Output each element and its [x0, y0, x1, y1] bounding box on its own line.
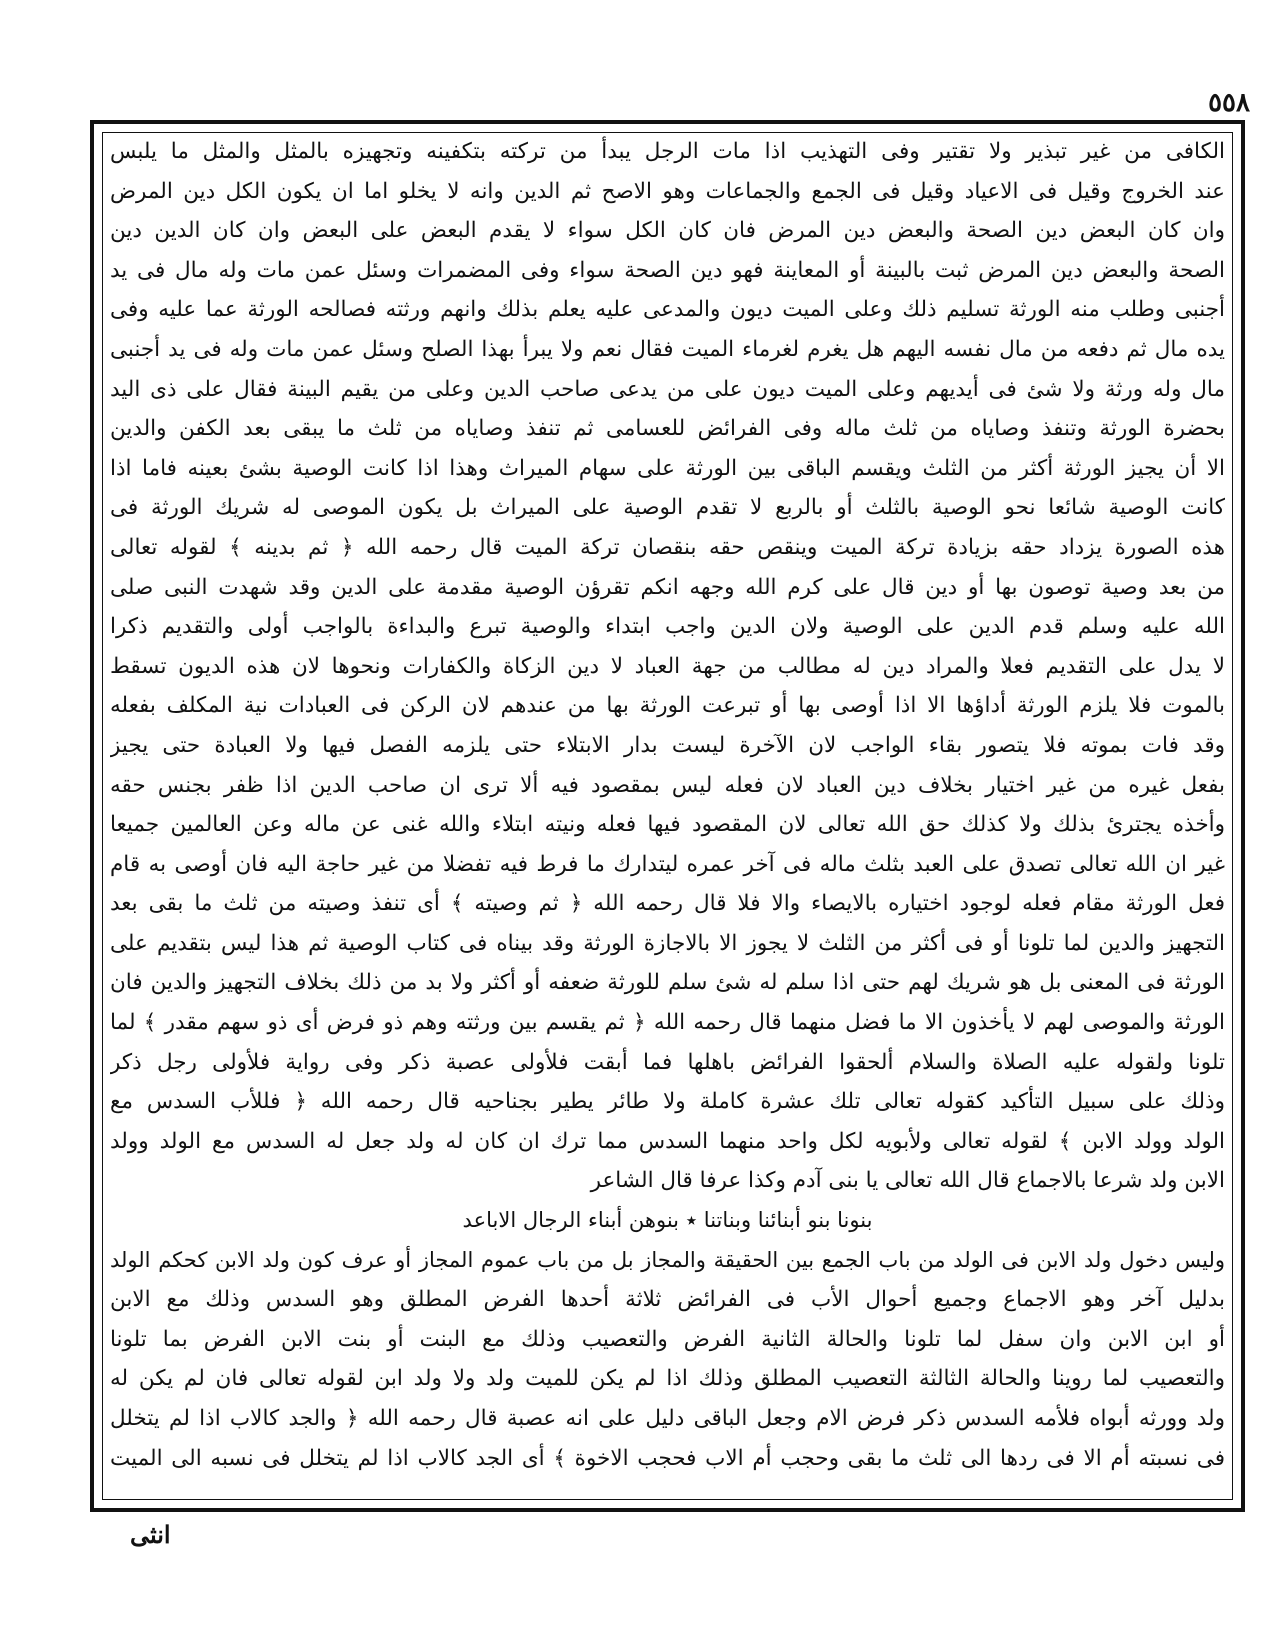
text-line: وان كان البعض دين الصحة والبعض دين المرض فان كان الكل سواء لا يقدم البعض على البعض وان كان الدين دين	[110, 218, 1225, 244]
text-line: وذلك على سبيل التأكيد كقوله تعالى تلك عشرة كاملة ولا طائر يطير بجناحيه قال رحمه الله ﴿ فللأب السدس مع	[110, 1089, 1225, 1115]
text-line: ولد وورثه أبواه فلأمه السدس ذكر فرض الام وجعل الباقى دليل على انه عصبة قال رحمه الله ﴿ والجد كالاب اذا لم يتخلل	[110, 1406, 1225, 1431]
text-line: بالموت فلا يلزم الورثة أداؤها الا اذا أوصى بها أو تبرعت الورثة بها من عندهم لان الركن فى العبادات نية المكلف بفعله	[110, 693, 1225, 719]
text-line: بدليل آخر وهو الاجماع وجميع أحوال الأب فى الفرائض ثلاثة أحدها الفرض المطلق وهو السدس وذلك مع الابن	[110, 1287, 1225, 1313]
catchword: انثى	[130, 1520, 171, 1549]
text-line: من بعد وصية توصون بها أو دين قال على كرم الله وجهه انكم تقرؤن الوصية مقدمة على الدين وقد شهدت النبى صلى	[110, 574, 1225, 600]
text-line: فى نسبته أم الا فى ردها الى ثلث ما بقى وحجب أم الاب فحجب الاخوة ﴾ أى الجد كالاب اذا لم يتخلل فى نسبه الى الميت	[110, 1445, 1225, 1471]
text-line: بفعل غيره من غير اختيار بخلاف دين العباد لان فعله ليس بمقصود فيه ألا ترى ان صاحب الدين اذا ظفر بجنس حقه	[110, 772, 1225, 798]
poetry-verse: بنونا بنو أبنائنا وبناتنا ٭ بنوهن أبناء الرجال الاباعد	[462, 1208, 873, 1233]
page-number: ٥٥٨	[1208, 88, 1250, 118]
text-line: هذه الصورة يزداد حقه بزيادة تركة الميت وينقص حقه بنقصان تركة الميت قال رحمه الله ﴿ ثم بدينه ﴾ لقوله تعالى	[110, 534, 1225, 560]
text-line: تلونا ولقوله عليه الصلاة والسلام ألحقوا الفرائض باهلها فما أبقت فلأولى عصبة ذكر وفى رواية فلأولى رجل ذكر	[110, 1049, 1225, 1075]
text-line: كانت الوصية شائعا نحو الوصية بالثلث أو بالربع لا تقدم الوصية على الميراث بل يكون الموصى له شريك الورثة فى	[110, 495, 1225, 521]
text-line: أجنبى وطلب منه الورثة تسليم ذلك وعلى الميت ديون والمدعى عليه يعلم بذلك وانهم ورثته فصالحه الورثة عما عليه وفى	[110, 297, 1225, 323]
text-line: الولد وولد الابن ﴾ لقوله تعالى ولأبويه لكل واحد منهما السدس مما ترك ان كان له ولد جعل له السدس مع الولد وولد	[110, 1128, 1225, 1154]
text-line: وليس دخول ولد الابن فى الولد من باب الجمع بين الحقيقة والمجاز بل من باب عموم المجاز أو عرف كون ولد الابن كحكم الولد	[110, 1247, 1225, 1272]
text-line: الكافى من غير تبذير ولا تقتير وفى التهذيب اذا مات الرجل يبدأ من تركته بتكفينه وتجهيزه بالمثل والمثل ما يلبس	[110, 139, 1225, 164]
text-line: الله عليه وسلم قدم الدين على الوصية ولان الدين واجب ابتداء والوصية تبرع والبداءة بالواجب أولى والتقديم ذكرا	[110, 614, 1225, 640]
text-line: مال وله ورثة ولا شئ فى أيديهم وعلى الميت ديون على من يدعى صاحب الدين وعلى من يقيم البينة فقال على ذى اليد	[110, 376, 1225, 402]
text-line: الورثة فى المعنى بل هو شريك لهم حتى اذا سلم له شئ سلم للورثة ضعفه أو أكثر ولا بد من ذلك بخلاف التجهيز والدين فان	[110, 970, 1225, 996]
text-line: وقد فات بموته فلا يتصور بقاء الواجب لان الآخرة ليست بدار الابتلاء حتى يلزمه الفصل فيها ولا العبادة حتى يجيز	[110, 732, 1225, 758]
text-line: عند الخروج وقيل فى الاعياد وقيل فى الجمع والجماعات وهو الاصح ثم الدين وانه لا يخلو اما ان يكون الكل دين المرض	[110, 178, 1225, 204]
text-line: فعل الورثة مقام فعله لوجود اختياره بالايصاء والا فلا قال رحمه الله ﴿ ثم وصيته ﴾ أى تنفذ وصيته من ثلث ما بقى بعد	[110, 891, 1225, 917]
text-line: أو ابن الابن وان سفل لما تلونا والحالة الثانية الفرض والتعصيب وذلك مع البنت أو بنت الابن الفرض بما تلونا	[110, 1326, 1225, 1352]
text-line: والتعصيب لما روينا والحالة الثالثة التعصيب المطلق وذلك اذا لم يكن للميت ولد ولا ولد ابن لقوله تعالى فان لم يكن له	[110, 1366, 1225, 1392]
text-line: يده مال ثم دفعه من مال نفسه اليهم هل يغرم لغرماء الميت فقال نعم ولا يبرأ بهذا الصلح وسئل عمن مات وله فى يد أجنبى	[110, 336, 1225, 362]
text-line: وأخذه يجترئ بذلك ولا كذلك حق الله تعالى لان المقصود فيها فعله ونيته ابتلاء والله غنى عن ماله وعن العالمين جميعا	[110, 812, 1225, 838]
text-line: الصحة والبعض دين المرض ثبت بالبينة أو المعاينة فهو دين الصحة سواء وفى المضمرات وسئل عمن مات وله مال فى يد	[110, 257, 1225, 283]
text-line: غير ان الله تعالى تصدق على العبد بثلث ماله فى آخر عمره ليتدارك ما فرط فيه تفضلا من غير حاجة اليه فان أوصى به قام	[110, 851, 1225, 877]
text-line: لا يدل على التقديم فعلا والمراد دين له مطالب من جهة العباد لا دين الزكاة والكفارات ونحوها لان هذه الديون تسقط	[110, 653, 1225, 679]
text-line: الابن ولد شرعا بالاجماع قال الله تعالى يا بنى آدم وكذا عرفا قال الشاعر	[590, 1168, 1225, 1194]
text-line: التجهيز والدين لما تلونا أو فى أكثر من الثلث لا يجوز الا بالاجازة الورثة وقد بيناه فى كتاب الوصية ثم هذا ليس بتقديم على	[110, 930, 1225, 956]
text-line: الا أن يجيز الورثة أكثر من الثلث ويقسم الباقى بين الورثة على سهام الميراث وهذا اذا كانت الوصية بشئ بعينه فاما اذا	[110, 455, 1225, 481]
text-line: بحضرة الورثة وتنفذ وصاياه من ثلث ماله وفى الفرائض للعسامى ثم تنفذ وصاياه من ثلث ما يبقى بعد الكفن والدين	[110, 416, 1225, 442]
main-text	[110, 132, 1225, 1500]
text-line: الورثة والموصى لهم لا يأخذون الا ما فضل منهما قال رحمه الله ﴿ ثم يقسم بين ورثته وهم ذو فرض أى ذو سهم مقدر ﴾ لما	[110, 1010, 1225, 1036]
